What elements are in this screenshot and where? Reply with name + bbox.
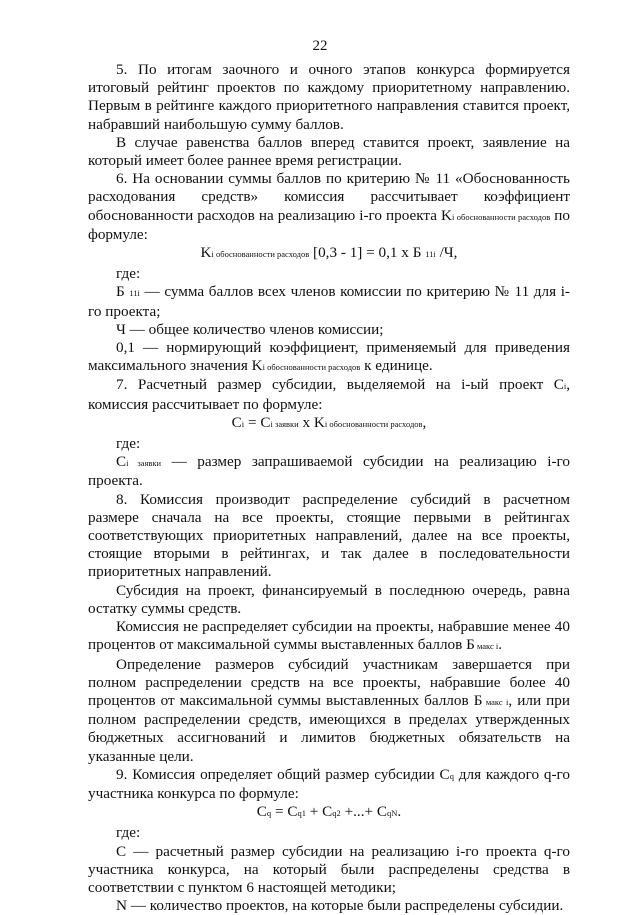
- definition-ch: Ч — общее количество членов комиссии;: [116, 320, 384, 338]
- definition-c: C — расчетный размер субсидии на реализацию i-го проекта q-го участника конкурса, на который были распределены средства в соответствии с пунктом 6 настоящей методики;: [88, 842, 570, 896]
- paragraph-last-subsidy: Субсидия на проект, финансируемый в последнюю очередь, равна остатку суммы средств.: [88, 581, 570, 617]
- paragraph-8: 8. Комиссия производит распределение субсидий в расчетном размере сначала на все проекты, стоящие первыми в рейтингах соответствующих приоритетных направлений, далее на все проекты, стоящие вторыми в рейтингах, и так далее в последовательности приоритетных направлений.: [88, 490, 570, 581]
- paragraph-6: 6. На основании суммы баллов по критерию № 11 «Обоснованность расходования средств» комиссия рассчитывает коэффициент обоснованности расходов на реализацию i-го проекта Ki обоснованности расходов по формуле:: [88, 170, 570, 243]
- paragraph-7: 7. Расчетный размер субсидии, выделяемой на i-ый проект Ci, комиссия рассчитывает по формуле:: [88, 376, 570, 413]
- paragraph-completion: Определение размеров субсидий участникам завершается при полном распределении средств на все проекты, набравшие более 40 процентов от максимальной суммы выставленных баллов Б макс i, или при полном распределении средств, имеющихся в пределах утвержденных бюджетных ассигнований и лимитов бюджетных обязательств на указанные цели.: [88, 655, 570, 765]
- paragraph-equal-points: В случае равенства баллов вперед ставится проект, заявление на который имеет более раннее время регистрации.: [88, 133, 570, 170]
- page-number: 22: [312, 38, 328, 54]
- where-label: где:: [116, 435, 141, 453]
- definition-ci: Ci заявки — размер запрашиваемой субсидии на реализацию i-го проекта.: [88, 453, 570, 490]
- paragraph-5: 5. По итогам заочного и очного этапов конкурса формируется итоговый рейтинг проектов по каждому приоритетному направлению. Первым в рейтинге каждого приоритетного направления ставится проект, набравший наибольшую сумму баллов.: [88, 61, 570, 133]
- definition-n: N — количество проектов, на которые были распределены субсидии.: [116, 897, 564, 915]
- paragraph-not-distribute: Комиссия не распределяет субсидии на проекты, набравшие менее 40 процентов от максимальной суммы выставленных баллов Б макс i.: [88, 618, 570, 654]
- definition-b11i: Б 11i — сумма баллов всех членов комиссии по критерию № 11 для i-го проекта;: [88, 283, 570, 320]
- definition-01: 0,1 — нормирующий коэффициент, применяемый для приведения максимального значения Ki обоснованности расходов к единице.: [88, 339, 570, 375]
- where-label: где:: [116, 265, 141, 283]
- formula-subsidy: Ci = Ci заявки х Ki обоснованности расходов,: [231, 413, 427, 431]
- formula-total: Cq = Cq1 + Cq2 +...+ CqN.: [256, 803, 402, 821]
- text-block: [88, 61, 570, 915]
- paragraph-9: 9. Комиссия определяет общий размер субсидии Cq для каждого q-го участника конкурса по формуле:: [88, 765, 570, 802]
- where-label: где:: [116, 824, 141, 842]
- formula-coefficient: Ki обоснованности расходов [0,3 - 1] = 0,1 х Б 11i /Ч,: [200, 244, 458, 262]
